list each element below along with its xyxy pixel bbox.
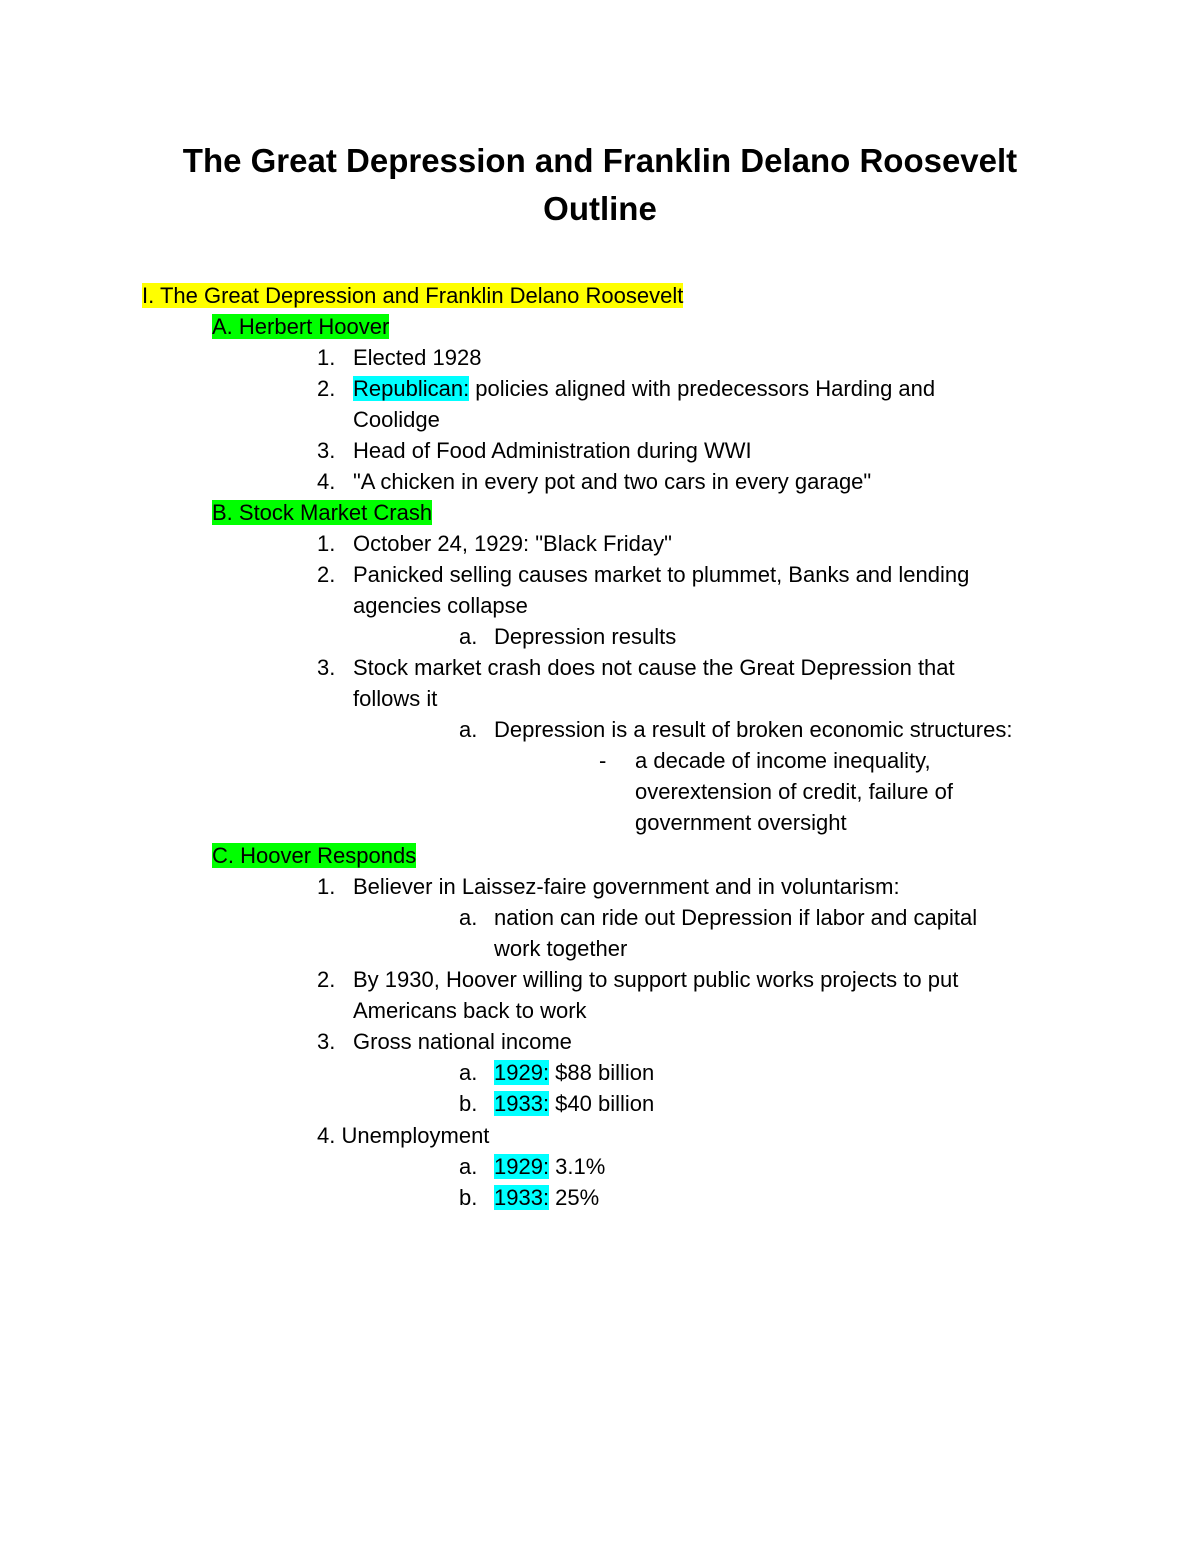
list-number: 3.: [317, 1029, 336, 1054]
list-item: Gross national income: [353, 1029, 572, 1054]
document-title-line-1: The Great Depression and Franklin Delano Roosevelt: [182, 142, 1018, 179]
list-item: October 24, 1929: "Black Friday": [353, 531, 672, 556]
list-item: Panicked selling causes market to plummet, Banks and lending: [353, 562, 970, 587]
sublist-item-text: $88 billion: [549, 1060, 655, 1085]
list-item: Believer in Laissez-faire government and in voluntarism:: [353, 874, 900, 899]
section-heading-i: [142, 280, 683, 311]
list-item: 4. Unemployment: [317, 1123, 490, 1148]
subsection-heading-b-text: B. Stock Market Crash: [212, 500, 433, 525]
sublist-item-text: 3.1%: [549, 1154, 606, 1179]
subsection-heading-c-text: C. Hoover Responds: [212, 843, 417, 868]
sublist-item-text: $40 billion: [549, 1091, 655, 1116]
sublist-letter: a.: [459, 624, 478, 649]
highlighted-year: 1933:: [494, 1091, 550, 1116]
dash-bullet: -: [599, 748, 607, 773]
sublist-item: [494, 1057, 654, 1088]
list-number: 3.: [317, 655, 336, 680]
subsection-heading-a: [212, 311, 389, 342]
subsection-heading-c: [212, 840, 416, 871]
list-number: 2.: [317, 376, 336, 401]
list-item-continuation: agencies collapse: [353, 593, 528, 618]
sublist-item: Depression is a result of broken economic structures:: [494, 717, 1013, 742]
list-number: 1.: [317, 531, 336, 556]
list-number: 2.: [317, 562, 336, 587]
sublist-letter: a.: [459, 717, 478, 742]
list-item-continuation: Coolidge: [353, 407, 440, 432]
section-heading-i-text: I. The Great Depression and Franklin Delano Roosevelt: [142, 283, 684, 308]
list-item: "A chicken in every pot and two cars in every garage": [353, 469, 872, 494]
dash-item-continuation: government oversight: [635, 810, 847, 835]
list-number: 3.: [317, 438, 336, 463]
sublist-letter: b.: [459, 1185, 478, 1210]
dash-item: a decade of income inequality,: [635, 748, 931, 773]
list-item: By 1930, Hoover willing to support public works projects to put: [353, 967, 959, 992]
sublist-item: [494, 1151, 605, 1182]
highlighted-year: 1933:: [494, 1185, 550, 1210]
sublist-item-text: 25%: [549, 1185, 600, 1210]
list-item: Elected 1928: [353, 345, 482, 370]
subsection-heading-b: [212, 497, 432, 528]
sublist-item: [494, 1088, 654, 1119]
highlighted-term: Republican:: [353, 376, 470, 401]
highlighted-year: 1929:: [494, 1060, 550, 1085]
list-item-continuation: follows it: [353, 686, 438, 711]
list-item: [353, 373, 935, 404]
subsection-heading-a-text: A. Herbert Hoover: [212, 314, 390, 339]
list-number: 2.: [317, 967, 336, 992]
dash-item-continuation: overextension of credit, failure of: [635, 779, 953, 804]
sublist-letter: b.: [459, 1091, 478, 1116]
list-number: 1.: [317, 874, 336, 899]
list-item-text: policies aligned with predecessors Harding and: [469, 376, 936, 401]
list-item: Head of Food Administration during WWI: [353, 438, 752, 463]
list-item-continuation: Americans back to work: [353, 998, 587, 1023]
sublist-letter: a.: [459, 1060, 478, 1085]
list-item: Stock market crash does not cause the Great Depression that: [353, 655, 955, 680]
list-number: 1.: [317, 345, 336, 370]
sublist-item: nation can ride out Depression if labor and capital: [494, 905, 978, 930]
sublist-item: Depression results: [494, 624, 677, 649]
sublist-letter: a.: [459, 905, 478, 930]
sublist-item-continuation: work together: [494, 936, 628, 961]
highlighted-year: 1929:: [494, 1154, 550, 1179]
sublist-item: [494, 1182, 599, 1213]
list-number: 4.: [317, 469, 336, 494]
sublist-letter: a.: [459, 1154, 478, 1179]
document-title-line-2: Outline: [543, 190, 657, 227]
